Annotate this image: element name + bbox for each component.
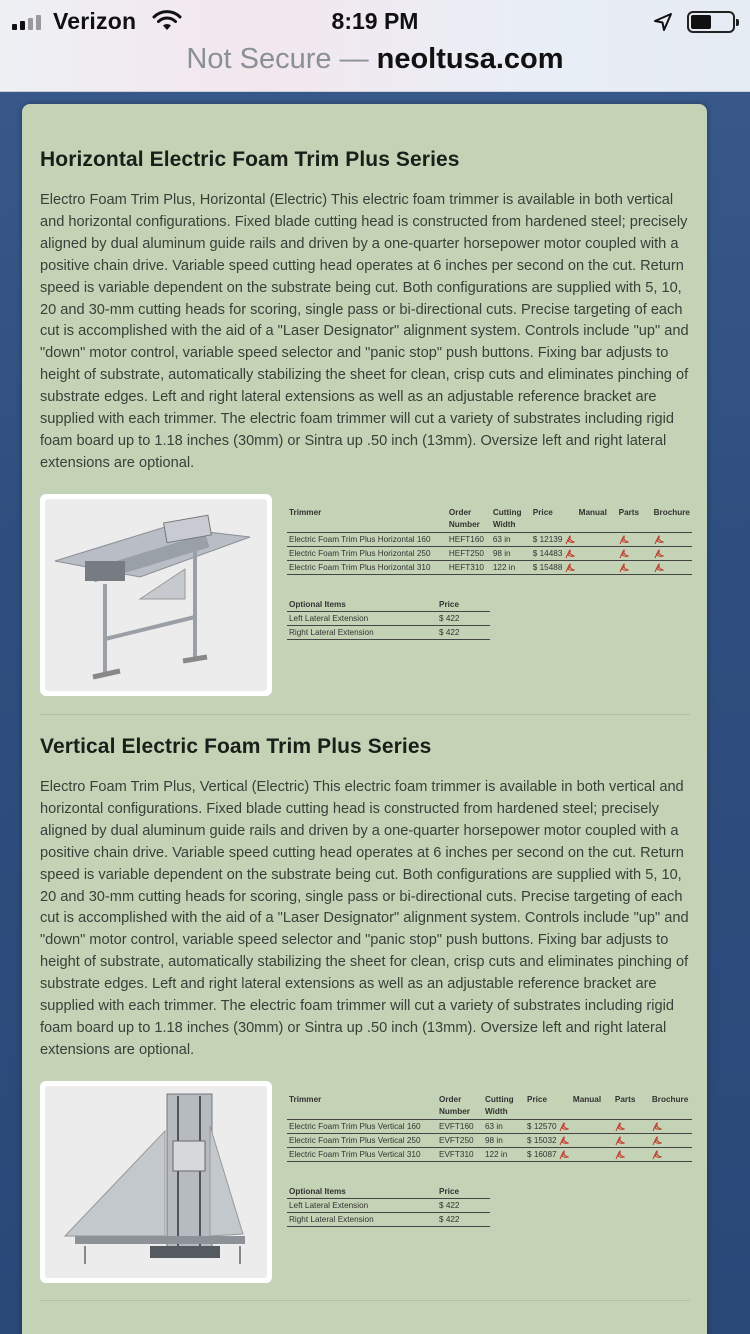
order-number: HEFT250 <box>447 547 491 561</box>
carrier-name: Verizon <box>53 8 137 34</box>
section-title: Vertical Electric Foam Trim Plus Series <box>40 735 432 758</box>
table-row <box>287 547 692 561</box>
col-brochure: Brochure <box>653 508 690 517</box>
price <box>525 1134 571 1148</box>
parts-cell <box>613 1120 650 1134</box>
horizontal-optional-items-table <box>287 598 490 640</box>
order-number: EVFT250 <box>437 1134 483 1148</box>
parts-cell <box>617 547 652 561</box>
pdf-icon[interactable] <box>615 1136 625 1146</box>
not-secure-label: Not Secure <box>186 43 332 75</box>
price <box>525 1120 571 1134</box>
brochure-cell <box>652 547 692 561</box>
table-row <box>287 1134 692 1148</box>
price-value: $ 15032 <box>527 1136 557 1145</box>
pdf-icon[interactable] <box>559 1136 569 1146</box>
url-bar[interactable] <box>0 43 750 76</box>
horizontal-series-section <box>40 148 690 475</box>
price <box>531 533 577 547</box>
col-trimmer: Trimmer <box>289 508 322 517</box>
manual-cell <box>571 1148 613 1162</box>
section-description: Electro Foam Trim Plus, Vertical (Electric) This electric foam trimmer is available in both vertical and horizontal configurations. Fixed blade cutting head is constructed from hardened steel; precisely aligned by dual aluminum guide rails and driven by a one-quarter horsepower motor coupled with a positive chain drive. Variable speed cutting head operates at 6 inches per second on the cut. Return speed is variable dependent on the substrate being cut. Both configurations are supplied with 5, 10, 20 and 30-mm cutting heads for scoring, single pass or bi-directional cuts. Precise targeting of each cut is accomplished with the aid of a "Laser Designator" alignment system. Controls include "up" and "down" motor control, variable speed selector and "panic stop" push buttons. Fixing bar adjusts to height of substrate, automatically stabilizing the sheet for clean, crisp cuts and eliminates pinching of substrate edges. Left and right lateral extensions as well as an adjustable reference bracket are supplied with each trimmer. The electric foam trimmer will cut a variety of substrates including rigid foam board up to 1.18 inches (30mm) or Sintra up .50 inch (13mm). Oversize left and right lateral extensions are optional. <box>40 779 689 1058</box>
horizontal-trimmer-photo[interactable] <box>40 494 272 696</box>
manual-cell <box>571 1120 613 1134</box>
manual-cell <box>577 547 617 561</box>
vertical-trimmer-photo[interactable] <box>40 1081 272 1283</box>
order-number: EVFT310 <box>437 1148 483 1162</box>
optional-item-name: Right Lateral Extension <box>287 1213 437 1227</box>
brochure-cell <box>652 533 692 547</box>
col-optional-items: Optional Items <box>289 600 346 609</box>
section-description: Electro Foam Trim Plus, Horizontal (Electric) This electric foam trimmer is available in both vertical and horizontal configurations. Fixed blade cutting head is constructed from hardened steel; precisely aligned by dual aluminum guide rails and driven by a one-quarter horsepower motor coupled with a positive chain drive. Variable speed cutting head operates at 6 inches per second on the cut. Return speed is variable dependent on the substrate being cut. Both configurations are supplied with 5, 10, 20 and 30-mm cutting heads for scoring, single pass or bi-directional cuts. Precise targeting of each cut is accomplished with the aid of a "Laser Designator" alignment system. Controls include "up" and "down" motor control, variable speed selector and "panic stop" push buttons. Fixing bar adjusts to height of substrate, automatically stabilizing the sheet for clean, crisp cuts and eliminates pinching of substrate edges. Left and right lateral extensions as well as an adjustable reference bracket are supplied with each trimmer. The electric foam trimmer will cut a variety of substrates including rigid foam board up to 1.18 inches (30mm) or Sintra up .50 inch (13mm). Oversize left and right lateral extensions are optional. <box>40 192 689 471</box>
brochure-cell <box>652 561 692 575</box>
pdf-icon[interactable] <box>652 1136 662 1146</box>
horizontal-product-block <box>40 494 690 696</box>
price <box>531 547 577 561</box>
pdf-icon[interactable] <box>615 1122 625 1132</box>
vertical-series-section <box>40 735 690 1062</box>
table-row <box>287 533 692 547</box>
col-trimmer: Trimmer <box>289 1095 322 1104</box>
cutting-width: 98 in <box>483 1134 525 1148</box>
table-row <box>287 1148 692 1162</box>
price-value: $ 12570 <box>527 1122 557 1131</box>
optional-item-name: Right Lateral Extension <box>287 626 437 640</box>
battery-icon <box>687 11 735 33</box>
parts-cell <box>613 1148 650 1162</box>
col-order-number: Order Number <box>439 1095 470 1116</box>
pdf-icon[interactable] <box>654 535 664 545</box>
pdf-icon[interactable] <box>654 563 664 573</box>
col-price: Price <box>527 1095 548 1104</box>
pdf-icon[interactable] <box>565 535 575 545</box>
col-order-number: Order Number <box>448 508 480 529</box>
cutting-width: 122 in <box>483 1148 525 1162</box>
table-row <box>287 612 490 626</box>
section-divider <box>40 714 690 715</box>
table-row <box>287 561 692 575</box>
parts-cell <box>617 533 652 547</box>
cutting-width: 63 in <box>491 533 531 547</box>
trimmer-name: Electric Foam Trim Plus Horizontal 310 <box>287 561 447 575</box>
manual-cell <box>577 561 617 575</box>
brochure-cell <box>650 1134 692 1148</box>
pdf-icon[interactable] <box>559 1122 569 1132</box>
price <box>531 561 577 575</box>
status-time: 8:19 PM <box>331 8 419 34</box>
vertical-optional-items-table <box>287 1185 490 1227</box>
pdf-icon[interactable] <box>559 1150 569 1160</box>
col-optional-price: Price <box>439 1187 460 1196</box>
table-row <box>287 1213 490 1227</box>
trimmer-name: Electric Foam Trim Plus Horizontal 160 <box>287 533 447 547</box>
pdf-icon[interactable] <box>565 563 575 573</box>
table-row <box>287 1199 490 1213</box>
order-number: EVFT160 <box>437 1120 483 1134</box>
col-parts: Parts <box>618 508 640 517</box>
optional-item-name: Left Lateral Extension <box>287 1199 437 1213</box>
manual-cell <box>571 1134 613 1148</box>
location-arrow-icon <box>652 11 674 33</box>
optional-item-price: $ 422 <box>437 1199 490 1213</box>
col-price: Price <box>532 508 553 517</box>
col-cutting-width: Cutting Width <box>492 508 522 529</box>
col-manual: Manual <box>572 1095 602 1104</box>
trimmer-name: Electric Foam Trim Plus Vertical 160 <box>287 1120 437 1134</box>
trimmer-name: Electric Foam Trim Plus Horizontal 250 <box>287 547 447 561</box>
price-value: $ 15488 <box>532 563 563 572</box>
url-separator: — <box>339 43 369 75</box>
parts-cell <box>617 561 652 575</box>
pdf-icon[interactable] <box>619 535 629 545</box>
section-title: Horizontal Electric Foam Trim Plus Series <box>40 148 460 171</box>
col-brochure: Brochure <box>651 1095 689 1104</box>
section-divider <box>40 1300 690 1301</box>
col-cutting-width: Cutting Width <box>485 1095 514 1116</box>
optional-item-price: $ 422 <box>437 1213 490 1227</box>
vertical-spec-table <box>287 1093 692 1162</box>
order-number: HEFT160 <box>447 533 491 547</box>
browser-top-bar <box>0 0 750 92</box>
optional-item-name: Left Lateral Extension <box>287 612 437 626</box>
price-value: $ 14483 <box>532 549 563 558</box>
pdf-icon[interactable] <box>565 549 575 559</box>
trimmer-name: Electric Foam Trim Plus Vertical 250 <box>287 1134 437 1148</box>
pdf-icon[interactable] <box>652 1122 662 1132</box>
pdf-icon[interactable] <box>615 1150 625 1160</box>
url-domain: neoltusa.com <box>376 43 564 75</box>
order-number: HEFT310 <box>447 561 491 575</box>
col-manual: Manual <box>578 508 607 517</box>
optional-item-price: $ 422 <box>437 612 490 626</box>
col-optional-items: Optional Items <box>289 1187 346 1196</box>
table-row <box>287 1120 692 1134</box>
brochure-cell <box>650 1120 692 1134</box>
optional-item-price: $ 422 <box>437 626 490 640</box>
price-value: $ 16087 <box>527 1150 557 1159</box>
pdf-icon[interactable] <box>652 1150 662 1160</box>
horizontal-spec-table <box>287 506 692 575</box>
price <box>525 1148 571 1162</box>
status-bar <box>0 6 750 36</box>
cutting-width: 122 in <box>491 561 531 575</box>
col-optional-price: Price <box>439 600 460 609</box>
table-row <box>287 626 490 640</box>
price-value: $ 12139 <box>532 535 563 544</box>
brochure-cell <box>650 1148 692 1162</box>
trimmer-name: Electric Foam Trim Plus Vertical 310 <box>287 1148 437 1162</box>
cutting-width: 98 in <box>491 547 531 561</box>
content-card <box>22 104 707 1334</box>
cutting-width: 63 in <box>483 1120 525 1134</box>
parts-cell <box>613 1134 650 1148</box>
manual-cell <box>577 533 617 547</box>
col-parts: Parts <box>614 1095 636 1104</box>
pdf-icon[interactable] <box>619 549 629 559</box>
pdf-icon[interactable] <box>619 563 629 573</box>
pdf-icon[interactable] <box>654 549 664 559</box>
vertical-product-block <box>40 1081 690 1283</box>
